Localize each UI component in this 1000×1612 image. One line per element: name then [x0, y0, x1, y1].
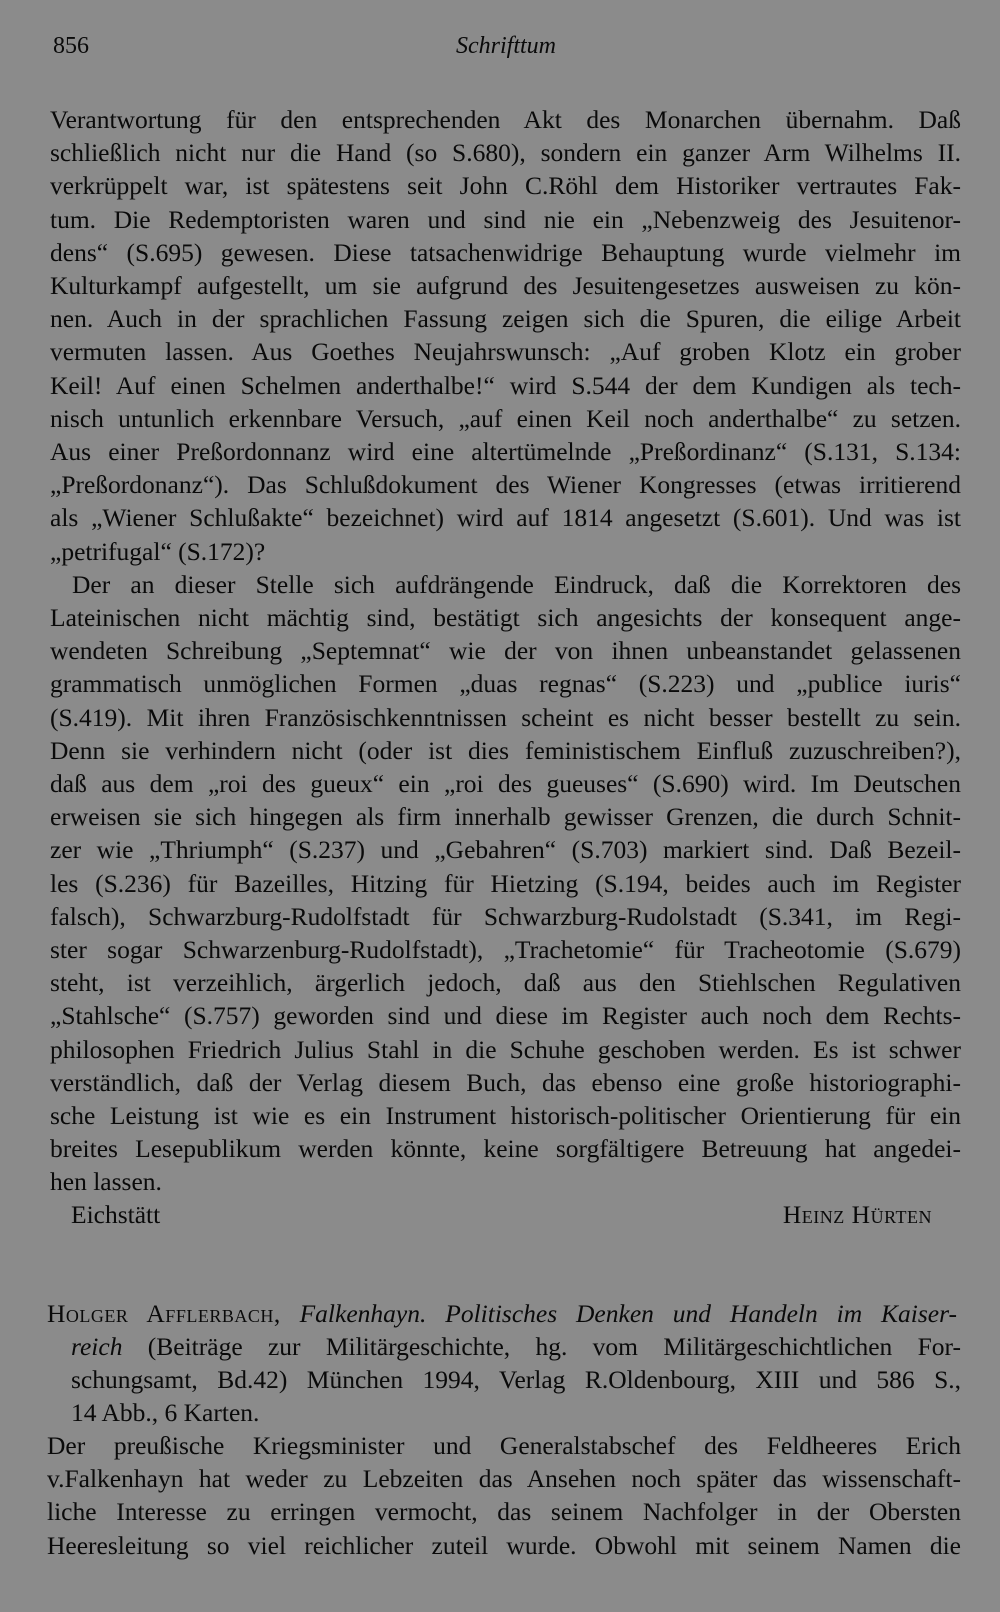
page-header: [51, 33, 961, 67]
text-line: Heeresleitung so viel reichlicher zuteil wurde. Obwohl mit seinem Namen die: [47, 1530, 961, 1560]
text-line: grammatisch unmöglichen Formen „duas regnas“ (S.223) und „publice iuris“: [50, 669, 961, 699]
text-line: tum. Die Redemptoristen waren und sind nie ein „Nebenzweig des Jesuitenor-: [50, 204, 961, 234]
text-line: falsch), Schwarzburg-Rudolfstadt für Schwarzburg-Rudolstadt (S.341, im Regi-: [50, 901, 961, 931]
text-line: schließlich nicht nur die Hand (so S.680), sondern ein ganzer Arm Wilhelms II.: [50, 138, 961, 168]
bib-line-1: [47, 1297, 957, 1330]
bib-title: Falkenhayn. Politisches Denken und Handeln im Kaiser-: [299, 1299, 957, 1328]
text-line: zer wie „Thriumph“ (S.237) und „Gebahren“ (S.703) markiert sind. Daß Bezeil-: [50, 835, 961, 865]
text-line: hen lassen.: [50, 1167, 162, 1197]
bib-author: Holger Afflerbach,: [47, 1299, 281, 1328]
text-line: breites Lesepublikum werden könnte, keine sorgfältigere Betreuung hat angedei-: [50, 1134, 961, 1164]
text-line: v.Falkenhayn hat weder zu Lebzeiten das Ansehen noch später das wissenschaft-: [47, 1464, 961, 1494]
text-line: wendeten Schreibung „Septemnat“ wie der von ihnen unbeanstandet gelassenen: [50, 636, 961, 666]
text-line: liche Interesse zu erringen vermocht, das seinem Nachfolger in der Obersten: [47, 1497, 961, 1527]
text-line: steht, ist verzeihlich, ärgerlich jedoch, daß aus den Stiehlschen Regulativen: [50, 968, 961, 998]
text-line: verständlich, daß der Verlag diesem Buch, das ebenso eine große historiographi-: [50, 1067, 961, 1097]
text-line: als „Wiener Schlußakte“ bezeichnet) wird auf 1814 angesetzt (S.601). Und was ist: [50, 503, 961, 533]
bib-line-3: schungsamt, Bd.42) München 1994, Verlag R.Oldenbourg, XIII und 586 S.,: [71, 1365, 961, 1394]
text-line: Kulturkampf aufgestellt, um sie aufgrund des Jesuitengesetzes ausweisen zu kön-: [50, 271, 961, 300]
text-line: philosophen Friedrich Julius Stahl in die Schuhe geschoben werden. Es ist schwer: [50, 1034, 961, 1064]
text-line: Keil! Auf einen Schelmen anderthalbe!“ wird S.544 der dem Kundigen als tech-: [50, 370, 961, 400]
text-line: nisch untunlich erkennbare Versuch, „auf einen Keil noch anderthalbe“ zu setzen.: [50, 403, 961, 433]
signature-author: Heinz Hürten: [782, 1200, 932, 1229]
text-line: dens“ (S.695) gewesen. Diese tatsachenwidrige Behauptung wurde vielmehr im: [50, 237, 961, 267]
text-line: les (S.236) für Bazeilles, Hitzing für Hietzing (S.194, beides auch im Register: [50, 868, 961, 898]
text-line: „Preßordonanz“). Das Schlußdokument des Wiener Kongresses (etwas irritierend: [50, 470, 961, 500]
bib-line-4: 14 Abb., 6 Karten.: [71, 1398, 260, 1427]
text-line: „petrifugal“ (S.172)?: [50, 536, 266, 566]
text-line: nen. Auch in der sprachlichen Fassung zeigen sich die Spuren, die eilige Arbeit: [50, 304, 961, 334]
text-line: Lateinischen nicht mächtig sind, bestätigt sich angesichts der konsequent ange-: [50, 603, 961, 632]
text-line: vermuten lassen. Aus Goethes Neujahrswunsch: „Auf groben Klotz ein grober: [50, 337, 961, 367]
text-line: ster sogar Schwarzenburg-Rudolfstadt), „Trachetomie“ für Tracheotomie (S.679): [50, 935, 961, 964]
page-number: 856: [53, 33, 89, 59]
running-title: Schrifttum: [456, 33, 556, 59]
text-line: Der an dieser Stelle sich aufdrängende Eindruck, daß die Korrektoren des: [72, 569, 961, 599]
text-line: Verantwortung für den entsprechenden Akt des Monarchen übernahm. Daß: [50, 105, 961, 134]
signature-place: Eichstätt: [71, 1200, 161, 1229]
text-line: Der preußische Kriegsminister und Generalstabschef des Feldheeres Erich: [47, 1431, 961, 1460]
bib-series: (Beiträge zur Militärgeschichte, hg. vom Militärgeschichtlichen For-: [147, 1332, 961, 1361]
text-line: daß aus dem „roi des gueux“ ein „roi des gueuses“ (S.690) wird. Im Deutschen: [50, 769, 961, 798]
text-line: „Stahlsche“ (S.757) geworden sind und diese im Register auch noch dem Rechts-: [50, 1001, 961, 1031]
text-line: Denn sie verhindern nicht (oder ist dies feministischem Einfluß zuzuschreiben?),: [50, 735, 961, 765]
text-line: (S.419). Mit ihren Französischkenntnissen scheint es nicht besser bestellt zu sein.: [50, 702, 961, 732]
text-line: Aus einer Preßordonnanz wird eine altertümelnde „Preßordinanz“ (S.131, S.134:: [50, 437, 961, 466]
bib-line-2: [71, 1330, 961, 1363]
text-line: sche Leistung ist wie es ein Instrument historisch-politischer Orientierung für ein: [50, 1101, 961, 1130]
text-line: verkrüppelt war, ist spätestens seit John C.Röhl dem Historiker vertrautes Fak-: [50, 171, 961, 201]
text-line: erweisen sie sich hingegen als firm innerhalb gewisser Grenzen, die durch Schnit-: [50, 802, 961, 832]
bib-title-end: reich: [71, 1332, 123, 1361]
